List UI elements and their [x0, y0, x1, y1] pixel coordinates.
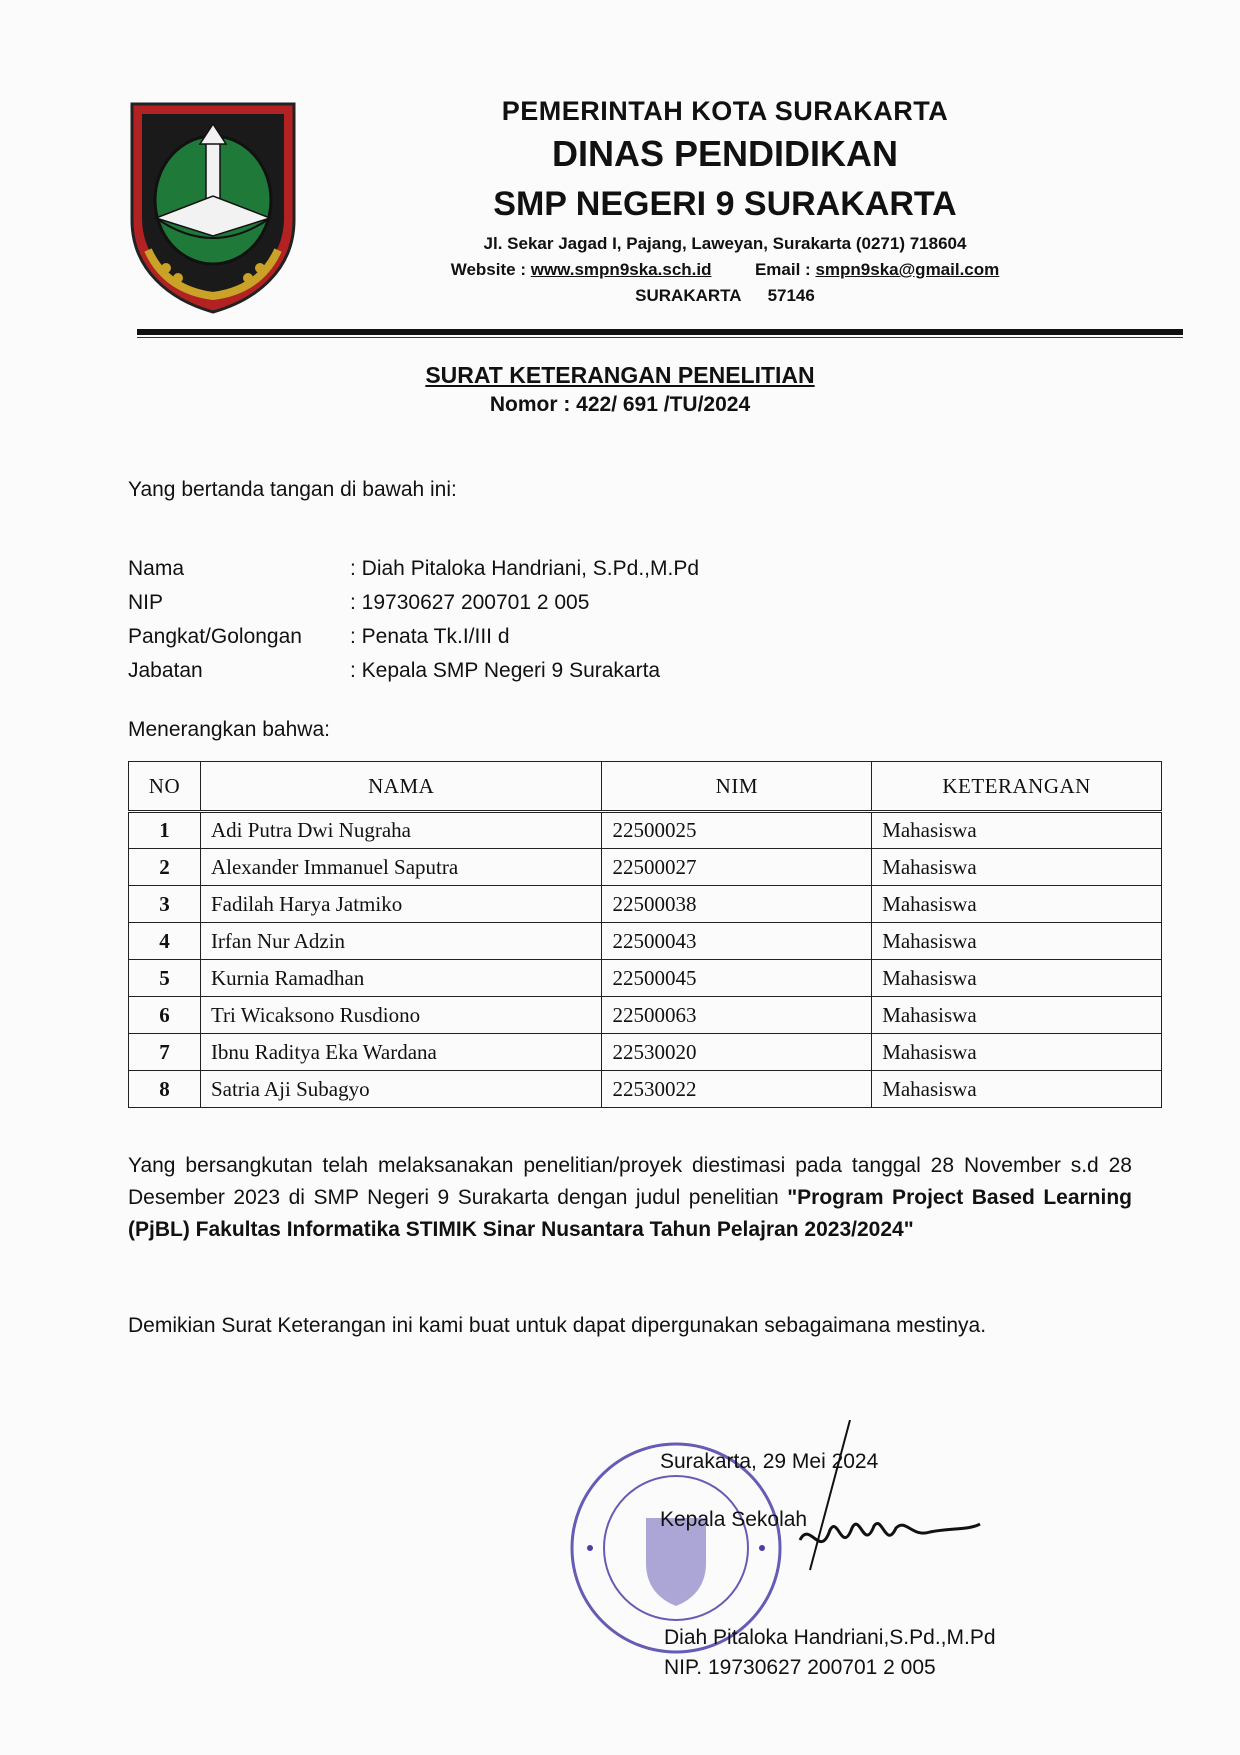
letter-number: Nomor : 422/ 691 /TU/2024 — [489, 393, 751, 416]
table-header-row — [129, 762, 1162, 812]
cell-keterangan: Mahasiswa — [872, 997, 1162, 1034]
signer-info-value: : 19730627 200701 2 005 — [350, 591, 589, 615]
table-row — [129, 886, 1162, 923]
research-statement — [128, 1150, 1132, 1246]
cell-nama: Fadilah Harya Jatmiko — [200, 886, 602, 923]
column-header-nama: NAMA — [200, 762, 602, 812]
research-statement-text: Yang bersangkutan telah melaksanakan penelitian/proyek diestimasi pada tanggal 28 November s.d 28 Desember 2023 di SMP Negeri 9 Surakarta dengan judul penelitian — [128, 1154, 1132, 1209]
cell-no: 4 — [129, 923, 201, 960]
cell-nim: 22500043 — [602, 923, 872, 960]
surakarta-emblem-logo — [126, 100, 300, 314]
closing-statement: Demikian Surat Keterangan ini kami buat untuk dapat dipergunakan sebagaimana mestinya. — [128, 1314, 987, 1337]
cell-keterangan: Mahasiswa — [872, 923, 1162, 960]
cell-nim: 22500063 — [602, 997, 872, 1034]
cell-no: 8 — [129, 1071, 201, 1108]
signer-nip-value: 19730627 200701 2 005 — [707, 1656, 936, 1679]
cell-nim: 22500027 — [602, 849, 872, 886]
signer-info-value: : Kepala SMP Negeri 9 Surakarta — [350, 659, 660, 683]
signer-info-value: : Penata Tk.I/III d — [350, 625, 510, 649]
column-header-no: NO — [129, 762, 201, 812]
website-label: Website : — [450, 260, 526, 279]
cell-keterangan: Mahasiswa — [872, 849, 1162, 886]
cell-nim: 22500038 — [602, 886, 872, 923]
cell-keterangan: Mahasiswa — [872, 1034, 1162, 1071]
email-label: Email : — [754, 260, 811, 279]
signer-info-key: Pangkat/Golongan — [128, 625, 302, 648]
table-row — [129, 1034, 1162, 1071]
signer-info-value: : Diah Pitaloka Handriani, S.Pd.,M.Pd — [350, 557, 699, 581]
school-address: Jl. Sekar Jagad I, Pajang, Laweyan, Surakarta (0271) 718604 — [483, 234, 967, 253]
cell-keterangan: Mahasiswa — [872, 886, 1162, 923]
signer-role: Kepala Sekolah — [660, 1508, 808, 1531]
cell-nama: Tri Wicaksono Rusdiono — [200, 997, 602, 1034]
contact-line — [330, 260, 1120, 280]
table-row — [129, 1071, 1162, 1108]
table-row — [129, 997, 1162, 1034]
cell-nama: Irfan Nur Adzin — [200, 923, 602, 960]
signer-name: Diah Pitaloka Handriani,S.Pd.,M.Pd — [664, 1626, 996, 1649]
department-name: DINAS PENDIDIKAN — [551, 133, 899, 174]
city: SURAKARTA — [635, 286, 742, 305]
table-row — [129, 960, 1162, 997]
signer-info-row — [128, 654, 699, 688]
cell-no: 3 — [129, 886, 201, 923]
cell-no: 5 — [129, 960, 201, 997]
signer-info-row — [128, 586, 699, 620]
cell-nama: Alexander Immanuel Saputra — [200, 849, 602, 886]
postal-code: 57146 — [767, 286, 815, 305]
signer-info-row — [128, 620, 699, 654]
cell-keterangan: Mahasiswa — [872, 812, 1162, 849]
website-link[interactable]: www.smpn9ska.sch.id — [530, 260, 712, 279]
students-table — [128, 761, 1162, 1108]
cell-nim: 22500045 — [602, 960, 872, 997]
cell-nim: 22530020 — [602, 1034, 872, 1071]
signer-info-key: Nama — [128, 557, 185, 580]
cell-nim: 22530022 — [602, 1071, 872, 1108]
letterhead — [330, 96, 1120, 306]
cell-nama: Satria Aji Subagyo — [200, 1071, 602, 1108]
letterhead-divider-thin — [137, 337, 1183, 338]
column-header-nim: NIM — [602, 762, 872, 812]
signer-info-key: NIP — [128, 591, 164, 614]
signer-info-row — [128, 552, 699, 586]
letter-heading: SURAT KETERANGAN PENELITIAN — [425, 362, 815, 388]
handwritten-signature — [790, 1420, 990, 1620]
letterhead-divider — [137, 329, 1183, 335]
school-name: SMP NEGERI 9 SURAKARTA — [493, 185, 957, 223]
cell-nim: 22500025 — [602, 812, 872, 849]
letter-title — [0, 362, 1240, 417]
column-header-keterangan: KETERANGAN — [872, 762, 1162, 812]
intro-text: Yang bertanda tangan di bawah ini: — [128, 478, 457, 501]
table-row — [129, 923, 1162, 960]
cell-nama: Kurnia Ramadhan — [200, 960, 602, 997]
cell-no: 1 — [129, 812, 201, 849]
signer-nip-label: NIP. — [664, 1656, 703, 1679]
table-row — [129, 849, 1162, 886]
cell-no: 7 — [129, 1034, 201, 1071]
place-date: Surakarta, 29 Mei 2024 — [660, 1450, 879, 1473]
research-title: "Program Project Based Learning (PjBL) Fakultas Informatika STIMIK Sinar Nusantara Tahun Pelajran 2023/2024" — [128, 1186, 1132, 1241]
cell-nama: Ibnu Raditya Eka Wardana — [200, 1034, 602, 1071]
cell-nama: Adi Putra Dwi Nugraha — [200, 812, 602, 849]
city-postal-line — [330, 286, 1120, 306]
signer-info-key: Jabatan — [128, 659, 203, 682]
signer-info — [128, 552, 699, 688]
cell-no: 6 — [129, 997, 201, 1034]
email-link[interactable]: smpn9ska@gmail.com — [815, 260, 1000, 279]
signer-nip — [664, 1656, 936, 1680]
cell-no: 2 — [129, 849, 201, 886]
table-row — [129, 812, 1162, 849]
menerangkan-text: Menerangkan bahwa: — [128, 718, 330, 741]
cell-keterangan: Mahasiswa — [872, 1071, 1162, 1108]
government-name: PEMERINTAH KOTA SURAKARTA — [501, 96, 949, 126]
cell-keterangan: Mahasiswa — [872, 960, 1162, 997]
